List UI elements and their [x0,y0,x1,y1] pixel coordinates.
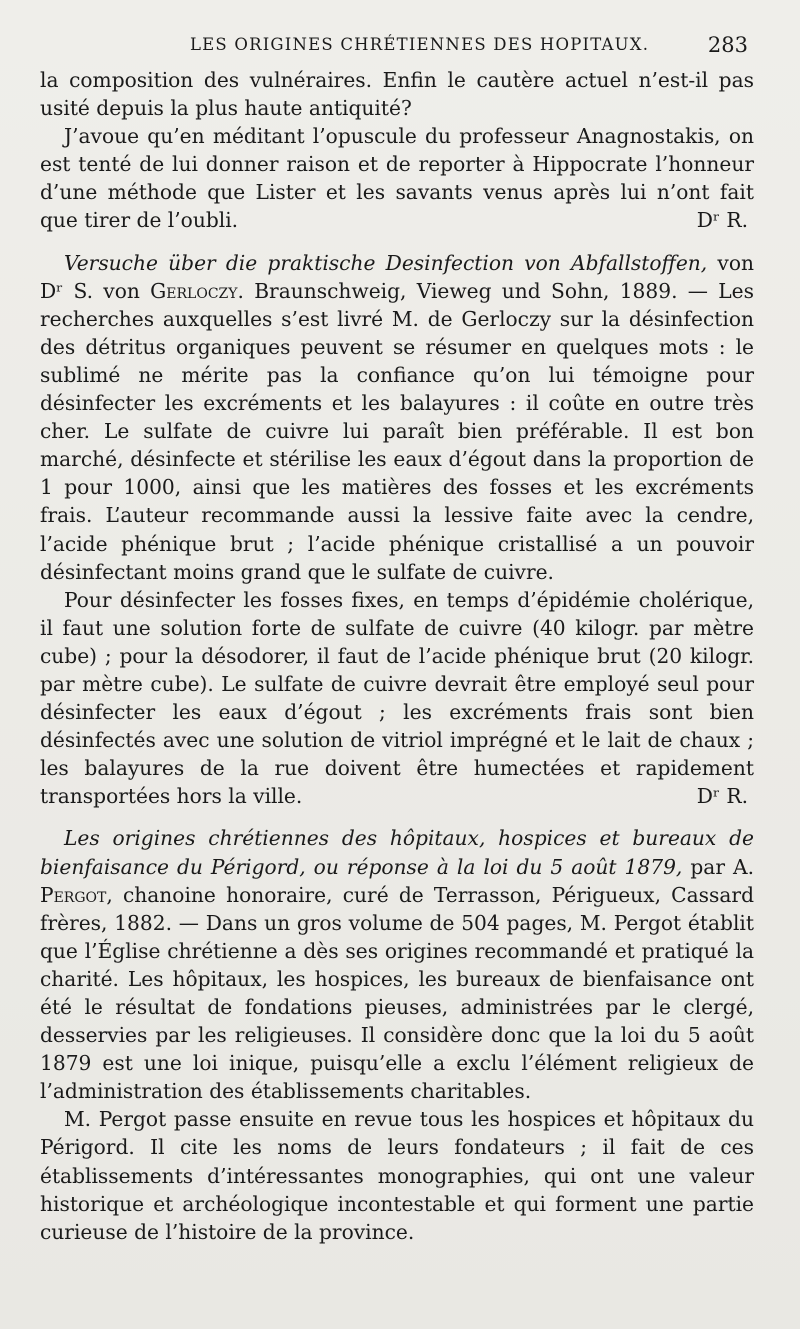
review-text: Les recherches auxquelles s’est livré M. de Gerloczy sur la désinfection des détritus organiques peuvent se résumer en quelques mots : le sublimé ne mérite pas la confiance qu’on lui témoigne pour désinfecter les excréments et les balayures : il coûte en outre très cher. Le sulfate de cuivre lui paraît bien préférable. Il est bon marché, désinfecte et stérilise les eaux d’égout dans la proportion de 1 pour 1000, ainsi que les matières des fosses et les excréments frais. L’auteur recommande aussi la lessive faite avec la cendre, l’acide phénique brut ; l’acide phénique cristallisé a un pouvoir désinfectant moins grand que le sulfate de cuivre. [40,278,754,584]
review-author-prefix: par A. [682,854,754,879]
page-header [40,0,754,66]
review-publication: . Braunschweig, Vieweg und Sohn, 1889. — [237,278,719,303]
body-text [40,66,754,1246]
paragraph [40,586,754,811]
paragraph [40,1105,754,1245]
review-text: Dans un gros volume de 504 pages, M. Pergot établit que l’Église chrétienne a dès ses origines recommandé et pratiqué la charité. Les hôpitaux, les hospices, les bureaux de bienfaisance ont été le résultat de fondations pieuses, administrées par le clergé, desservies par les religieuses. Il considère donc que la loi du 5 août 1879 est une loi inique, puisqu’elle a exclu l’élément religieux de l’administration des établissements charitables. [40,910,754,1104]
signature: Dʳ R. [696,784,748,809]
review-author: Pergot [40,882,107,907]
page-number: 283 [707,33,748,57]
review-title: Les origines chrétiennes des hôpitaux, hospices et bureaux de bienfaisance du Périgord, ou réponse à la loi du 5 août 1879, [40,826,754,879]
paragraph-continuation [40,66,754,122]
review-title: Versuche über die praktische Desinfection von Abfallstoffen, [64,250,708,275]
paragraph-text: la composition des vulnéraires. Enfin le cautère actuel n’est-il pas usité depuis la plus haute antiquité? [40,68,754,121]
signature: Dʳ R. [696,208,748,233]
book-review [40,249,754,586]
paragraph [40,122,754,234]
paragraph-text: J’avoue qu’en méditant l’opuscule du professeur Anagnostakis, on est tenté de lui donner raison et de reporter à Hippocrate l’honneur d’une méthode que Lister et les savants venus après lui n’ont fait que tirer de l’oubli. [40,124,754,233]
review-publication: , chanoine honoraire, curé de Terrasson, Périgueux, Cassard frères, 1882. — [40,882,754,935]
review-author: Gerloczy [150,278,238,303]
paragraph-text: Pour désinfecter les fosses fixes, en temps d’épidémie cholérique, il faut une solution forte de sulfate de cuivre (40 kilogr. par mètre cube) ; pour la désodorer, il faut de l’acide phénique brut (20 kilogr. par mètre cube). Le sulfate de cuivre devrait être employé seul pour désinfecter les eaux d’égout ; les excréments frais sont bien désinfectés avec une solution de vitriol imprégné et le lait de chaux ; les balayures de la rue doivent être humectées et rapidement transportées hors la ville. [40,587,754,809]
review-author-prefix: von Dʳ S. von [40,250,754,303]
paragraph-text: M. Pergot passe ensuite en revue tous les hospices et hôpitaux du Périgord. Il cite les noms de leurs fondateurs ; il fait de ces établissements d’intéressantes monographies, qui ont une valeur historique et archéologique incontestable et qui forment une partie curieuse de l’histoire de la province. [40,1107,754,1244]
running-title: LES ORIGINES CHRÉTIENNES DES HOPITAUX. [190,35,650,54]
book-review [40,824,754,1105]
